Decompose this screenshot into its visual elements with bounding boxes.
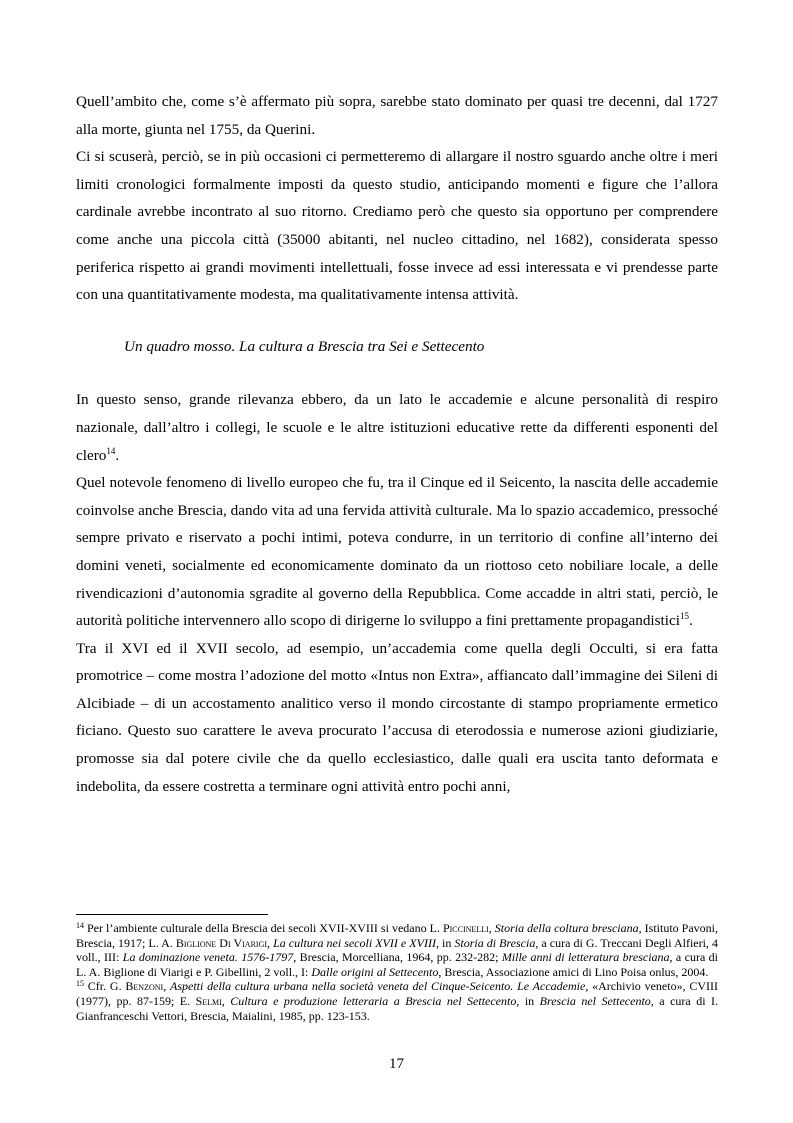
paragraph-1: Quell’ambito che, come s’è affermato più sopra, sarebbe stato dominato per quasi tre decenni, dal 1727 alla morte, giunta nel 1755, da Querini. (76, 93, 718, 138)
paragraph-4-end: . (688, 612, 693, 630)
footnote-number: 14 (76, 921, 84, 930)
paragraph-3 (76, 386, 718, 469)
footnote-text: , a cura di I. Gianfranceschi Vettori, Brescia, Maialini, 1985, pp. 123-153. (76, 993, 719, 1023)
footnote-ref-15[interactable]: 15 (679, 611, 689, 622)
footnote-text: , a cura di L. A. Biglione di Viarigi e P. Gibellini, 2 voll., I: (76, 950, 719, 979)
footnote-separator (76, 914, 268, 915)
footnote-text: Cfr. G. (84, 979, 126, 994)
paragraph-4-text: Quel notevole fenomeno di livello europeo che fu, tra il Cinque ed il Seicento, la nascita delle accademie coinvolse anche Brescia, dando vita ad una fervida attività culturale. Ma lo spazio accademico, pressoché sempre privato e riservato a pochi intimi, poteva condurre, in un territorio di confine all’interno dei domini veneti, socialmente ed economicamente dominato da un riottoso ceto nobiliare locale, a delle rivendicazioni d’autonomia sgradite al governo della Repubblica. Come accadde in altri stati, perciò, le autorità politiche intervennero allo scopo di dirigerne lo sviluppo a fini prettamente propagandistici (76, 474, 718, 630)
paragraph-5: Tra il XVI ed il XVII secolo, ad esempio, un’accademia come quella degli Occulti, si era fatta promotrice – come mostra l’adozione del motto «Intus non Extra», affiancato dall’immagine dei Sileni di Alcibiade – di un accostamento analitico verso il mondo circostante di stampo propriamente ermetico ficiano. Questo suo carattere le aveva procurato l’accusa di eterodossia e numerose azioni giudiziarie, promosse sia dal potere civile che da quello ecclesiastico, dalle quali era uscita tanto deformata e indebolita, da essere costretta a terminare ogni attività entro pochi anni, (76, 639, 718, 795)
book-title: Mille anni di letteratura bresciana (501, 950, 670, 965)
page-number: 17 (389, 1056, 404, 1072)
author-name: Piccinelli (442, 921, 489, 935)
book-title: Aspetti della cultura urbana nella società veneta del Cinque-Seicento. Le Accademie (170, 979, 586, 994)
footnote-text: , Brescia, Morcelliana, 1964, pp. 232-282; (293, 950, 502, 965)
author-name: Benzoni (125, 979, 164, 994)
footnote-15 (76, 979, 718, 1023)
book-title: Storia di Brescia (454, 935, 536, 950)
footnote-text: , Istituto Pavoni, Brescia, 1917; L. A. (76, 921, 718, 950)
footnote-number: 15 (76, 979, 84, 989)
footnote-text: , «Archivio veneto», CVIII (1977), pp. 87-159; E. (76, 979, 719, 1008)
footnote-text: , in (435, 935, 455, 950)
author-name: Selmi (195, 993, 222, 1008)
paragraph-4 (76, 469, 718, 635)
book-title: Storia della coltura bresciana (494, 921, 639, 935)
footnote-14 (76, 921, 718, 979)
paragraph-2: Ci si scuserà, perciò, se in più occasioni ci permetteremo di allargare il nostro sguardo anche oltre i meri limiti cronologici formalmente imposti da questo studio, anticipando momenti e figure che l’allora cardinale avrebbe incontrato al suo ritorno. Crediamo però che questo sia opportuno per comprendere come anche una piccola città (35000 abitanti, nel nucleo cittadino, nel 1682), considerata spesso periferica rispetto ai grandi movimenti intellettuali, fosse invece ad essi interessata e vi prendesse parte con una quantitativamente modesta, ma qualitativamente intensa attività. (76, 148, 718, 304)
book-title: Brescia nel Settecento (539, 993, 651, 1008)
book-title: Cultura e produzione letteraria a Brescia nel Settecento (230, 993, 517, 1008)
footnote-text: , a cura di G. Treccani Degli Alfieri, 4 voll., III: (76, 935, 718, 965)
footnote-ref-14[interactable]: 14 (106, 445, 116, 456)
footnote-text: , (221, 993, 231, 1008)
footnote-text: , in (516, 993, 540, 1008)
author-name: Biglione Di Viarigi (175, 935, 268, 950)
footnote-text: , Brescia, Associazione amici di Lino Poisa onlus, 2004. (438, 964, 709, 979)
paragraph-3-end: . (115, 446, 120, 464)
footnote-text: , (488, 921, 495, 935)
footnote-text: Per l’ambiente culturale della Brescia dei secoli XVII-XVIII si vedano L. (84, 921, 443, 935)
paragraph-3-text: In questo senso, grande rilevanza ebbero, da un lato le accademie e alcune personalità di respiro nazionale, dall’altro i collegi, le scuole e le altre istituzioni educative rette da differenti esponenti del clero (76, 391, 718, 464)
footnote-text: , (163, 979, 170, 994)
section-heading: Un quadro mosso. La cultura a Brescia tra Sei e Settecento (124, 337, 485, 355)
footnote-text: , (267, 935, 274, 950)
footnotes (76, 921, 718, 1023)
book-title: La cultura nei secoli XVII e XVIII (273, 935, 436, 950)
page-body (76, 88, 718, 800)
book-title: La dominazione veneta. 1576-1797 (122, 950, 294, 965)
book-title: Dalle origini al Settecento (311, 964, 439, 979)
